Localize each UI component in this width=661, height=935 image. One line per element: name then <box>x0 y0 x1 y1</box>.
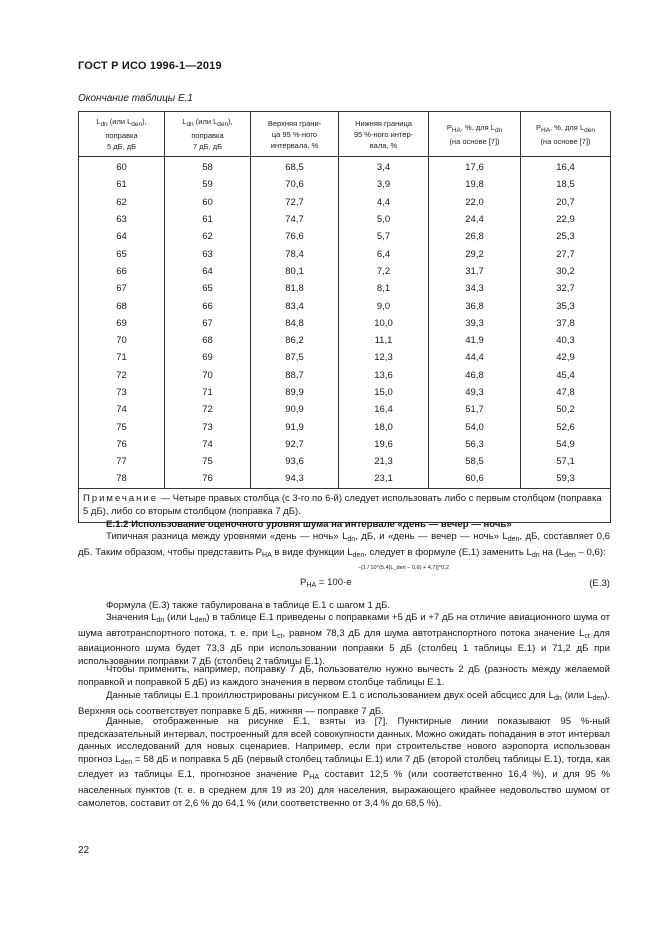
table-cell: 78,4 <box>251 245 339 262</box>
table-cell: 78 <box>79 470 165 488</box>
table-cell: 7,2 <box>339 263 429 280</box>
table-cell: 73 <box>79 384 165 401</box>
table-cell: 60 <box>79 157 165 177</box>
table-cell: 74 <box>165 436 251 453</box>
table-cell: 21,3 <box>339 453 429 470</box>
column-header: Верхняя грани- ца 95 %-ного интервала, % <box>251 112 339 157</box>
table-cell: 45,4 <box>521 367 611 384</box>
table-cell: 89,9 <box>251 384 339 401</box>
table-cell: 92,7 <box>251 436 339 453</box>
table-cell: 16,4 <box>521 157 611 177</box>
table-cell: 20,7 <box>521 194 611 211</box>
paragraph-3: Значения $L_{dn}$ (или $L_{den}$) в таблице E.1 приведены с поправками +5 дБ и +7 дБ на отличие авиационного шума от шума автотранспортного потока, т. е. при $L_{ct}$, равном 78,3 дБ для шума автотранспортного потока значение $L_{ct}$ для авиационного шума будет 73,3 дБ при использовании поправки 5 дБ (столбец 1 таблицы E.1) и 71,2 дБ при использовании поправки 7 дБ (столбец 2 таблицы E.1). <box>78 612 610 667</box>
table-cell: 10,0 <box>339 315 429 332</box>
table-cell: 74 <box>79 401 165 418</box>
table-cell: 11,1 <box>339 332 429 349</box>
table-cell: 23,1 <box>339 470 429 488</box>
table-row <box>79 263 611 280</box>
table-cell: 8,1 <box>339 280 429 297</box>
table-cell: 66 <box>79 263 165 280</box>
document-header: ГОСТ Р ИСО 1996-1—2019 <box>78 60 222 72</box>
table-cell: 61 <box>79 176 165 193</box>
table-cell: 19,8 <box>429 176 521 193</box>
table-row <box>79 176 611 193</box>
table-row <box>79 401 611 418</box>
table-row <box>79 280 611 297</box>
table-cell: 18,0 <box>339 418 429 435</box>
table-cell: 65 <box>165 280 251 297</box>
table-cell: 70 <box>79 332 165 349</box>
table-row <box>79 453 611 470</box>
table-cell: 80,1 <box>251 263 339 280</box>
table-cell: 37,8 <box>521 315 611 332</box>
table-cell: 26,8 <box>429 228 521 245</box>
column-header: PHA, %, для Lden (на основе [7]) <box>521 112 611 157</box>
table-cell: 17,6 <box>429 157 521 177</box>
table-cell: 6,4 <box>339 245 429 262</box>
table-cell: 47,8 <box>521 384 611 401</box>
page-number: 22 <box>78 845 90 856</box>
table-cell: 18,5 <box>521 176 611 193</box>
table-cell: 62 <box>79 194 165 211</box>
table-cell: 59 <box>165 176 251 193</box>
paragraph-4: Чтобы применить, например, поправку 7 дБ, пользователю нужно вычесть 2 дБ (разность между желаемой поправкой и поправкой 5 дБ) из каждого значения в первом столбце таблицы E.1. <box>78 664 610 688</box>
table-cell: 69 <box>165 349 251 366</box>
table-row <box>79 315 611 332</box>
table-cell: 57,1 <box>521 453 611 470</box>
table-cell: 25,3 <box>521 228 611 245</box>
table-cell: 50,2 <box>521 401 611 418</box>
paragraph-6: Данные, отображенные на рисунке E.1, взяты из [7]. Пунктирные линии показывают 95 %-ный предсказательный интервал, построенный для всей совокупности данных. Можно ожидать попадания в этот интервал данных исследований для новых сценариев. Например, если при строительстве нового аэропорта использован прогноз $L_{den} = 58$ дБ и поправка 5 дБ (первый столбец таблицы E.1) или 7 дБ (второй столбец таблицы E.1), тогда, как следует из таблицы E.1, прогнозное значение $P_{HA}$ составит 12,5 % (или соответственно 16,4 %), и для 95 % населенных пунктов (т. е. в среднем для 19 из 20) для населения, выражающего крайнее недовольство шумом от самолетов, составит от 2,6 % до 64,1 % (или соответственно от 3,4 % до 68,5 %). <box>78 716 611 809</box>
table-row <box>79 436 611 453</box>
table-cell: 62 <box>165 228 251 245</box>
table-cell: 34,3 <box>429 280 521 297</box>
table-cell: 29,2 <box>429 245 521 262</box>
table-cell: 72,7 <box>251 194 339 211</box>
note-text: — Четыре правых столбца (с 3-го по 6-й) следует использовать либо с первым столбцом (поправка 5 дБ), либо со вторым столбцом (поправка 7 дБ). <box>83 492 602 517</box>
paragraph-1: Типичная разница между уровнями «день — ночь» $L_{dn}$, дБ, и «день — вечер — ночь» $L_{den}$, дБ, составляет 0,6 дБ. Таким образом, чтобы представить $P_{HA}$ в виде функции $L_{den}$, следует в формуле (E.1) заменить $L_{dn}$ на $(L_{den} - 0,6)$: <box>78 531 611 559</box>
table-cell: 73 <box>165 418 251 435</box>
table-cell: 24,4 <box>429 211 521 228</box>
table-cell: 46,8 <box>429 367 521 384</box>
table-cell: 63 <box>165 245 251 262</box>
table-cell: 5,0 <box>339 211 429 228</box>
table-cell: 16,4 <box>339 401 429 418</box>
table-cell: 19,6 <box>339 436 429 453</box>
table-cell: 22,0 <box>429 194 521 211</box>
table-cell: 64 <box>165 263 251 280</box>
table-cell: 68 <box>79 297 165 314</box>
table-cell: 61 <box>165 211 251 228</box>
table-cell: 52,6 <box>521 418 611 435</box>
note-label: Примечание <box>83 492 158 504</box>
table-cell: 70,6 <box>251 176 339 193</box>
table-cell: 35,3 <box>521 297 611 314</box>
formula-body: $P_{HA} = 100\cdot e$ <box>300 577 352 589</box>
table-row <box>79 194 611 211</box>
table-cell: 64 <box>79 228 165 245</box>
table-row <box>79 211 611 228</box>
column-header: Ldn (или Lden), поправка 7 дБ, дБ <box>165 112 251 157</box>
table-cell: 91,9 <box>251 418 339 435</box>
table-cell: 49,3 <box>429 384 521 401</box>
table-cell: 76 <box>165 470 251 488</box>
table-cell: 83,4 <box>251 297 339 314</box>
table-cell: 65 <box>79 245 165 262</box>
paragraph-2: Формула (E.3) также табулирована в таблице E.1 с шагом 1 дБ. <box>106 600 391 611</box>
table-cell: 94,3 <box>251 470 339 488</box>
table-header-row <box>79 112 611 157</box>
table-row <box>79 418 611 435</box>
table-row <box>79 228 611 245</box>
table-cell: 54,0 <box>429 418 521 435</box>
table-cell: 40,3 <box>521 332 611 349</box>
table-cell: 58 <box>165 157 251 177</box>
table-row <box>79 297 611 314</box>
section-title: E.1.2 Использование оценочного уровня шума на интервале «день — вечер — ночь» <box>106 519 512 530</box>
table-cell: 67 <box>79 280 165 297</box>
table-cell: 76,6 <box>251 228 339 245</box>
table-cell: 81,8 <box>251 280 339 297</box>
table-row <box>79 157 611 177</box>
paragraph-5: Данные таблицы E.1 проиллюстрированы рисунком E.1 с использованием двух осей абсцисс для $L_{dn}$ (или $L_{den}$). Верхняя ось соответствует поправке 5 дБ, нижняя — поправке 7 дБ. <box>78 690 610 717</box>
formula-exponent: −[1 / 10^(5,4(L_den − 0,6) + 4,7)]^0,2 <box>358 565 449 571</box>
table-cell: 71 <box>165 384 251 401</box>
column-header: Ldn (или Lden), поправка 5 дБ, дБ <box>79 112 165 157</box>
table-note <box>79 488 611 522</box>
table-cell: 13,6 <box>339 367 429 384</box>
table-cell: 36,8 <box>429 297 521 314</box>
table-cell: 51,7 <box>429 401 521 418</box>
table-cell: 68,5 <box>251 157 339 177</box>
table-cell: 90,9 <box>251 401 339 418</box>
table-cell: 66 <box>165 297 251 314</box>
table-cell: 70 <box>165 367 251 384</box>
table-note-row <box>79 488 611 522</box>
table-cell: 59,3 <box>521 470 611 488</box>
table-cell: 22,9 <box>521 211 611 228</box>
table-caption: Окончание таблицы E.1 <box>78 93 193 104</box>
table-cell: 72 <box>79 367 165 384</box>
table-row <box>79 349 611 366</box>
table-cell: 77 <box>79 453 165 470</box>
table-cell: 58,5 <box>429 453 521 470</box>
table-cell: 15,0 <box>339 384 429 401</box>
table-cell: 3,9 <box>339 176 429 193</box>
column-header: PHA, %, для Ldn (на основе [7]) <box>429 112 521 157</box>
table-cell: 39,3 <box>429 315 521 332</box>
table-cell: 84,8 <box>251 315 339 332</box>
table-cell: 5,7 <box>339 228 429 245</box>
table-cell: 30,2 <box>521 263 611 280</box>
table-cell: 9,0 <box>339 297 429 314</box>
table-row <box>79 332 611 349</box>
table-cell: 41,9 <box>429 332 521 349</box>
table-cell: 3,4 <box>339 157 429 177</box>
table-cell: 42,9 <box>521 349 611 366</box>
table-body <box>79 157 611 489</box>
table-row <box>79 367 611 384</box>
table-cell: 75 <box>79 418 165 435</box>
table-cell: 93,6 <box>251 453 339 470</box>
data-table <box>78 111 611 523</box>
table-cell: 12,3 <box>339 349 429 366</box>
table-row <box>79 470 611 488</box>
table-cell: 74,7 <box>251 211 339 228</box>
table-row <box>79 384 611 401</box>
table-cell: 60 <box>165 194 251 211</box>
table-cell: 69 <box>79 315 165 332</box>
table-cell: 60,6 <box>429 470 521 488</box>
table-cell: 88,7 <box>251 367 339 384</box>
column-header: Нижняя граница 95 %-ного интер- вала, % <box>339 112 429 157</box>
formula-label: (E.3) <box>589 578 610 589</box>
table-cell: 71 <box>79 349 165 366</box>
table-cell: 63 <box>79 211 165 228</box>
table-cell: 27,7 <box>521 245 611 262</box>
table-cell: 31,7 <box>429 263 521 280</box>
table-cell: 75 <box>165 453 251 470</box>
table-cell: 44,4 <box>429 349 521 366</box>
table-cell: 72 <box>165 401 251 418</box>
table-cell: 4,4 <box>339 194 429 211</box>
table-row <box>79 245 611 262</box>
table-cell: 87,5 <box>251 349 339 366</box>
table-cell: 68 <box>165 332 251 349</box>
formula-e3 <box>78 559 610 599</box>
table-cell: 54,9 <box>521 436 611 453</box>
table-cell: 32,7 <box>521 280 611 297</box>
table-cell: 67 <box>165 315 251 332</box>
table-cell: 86,2 <box>251 332 339 349</box>
table-cell: 56,3 <box>429 436 521 453</box>
table-cell: 76 <box>79 436 165 453</box>
